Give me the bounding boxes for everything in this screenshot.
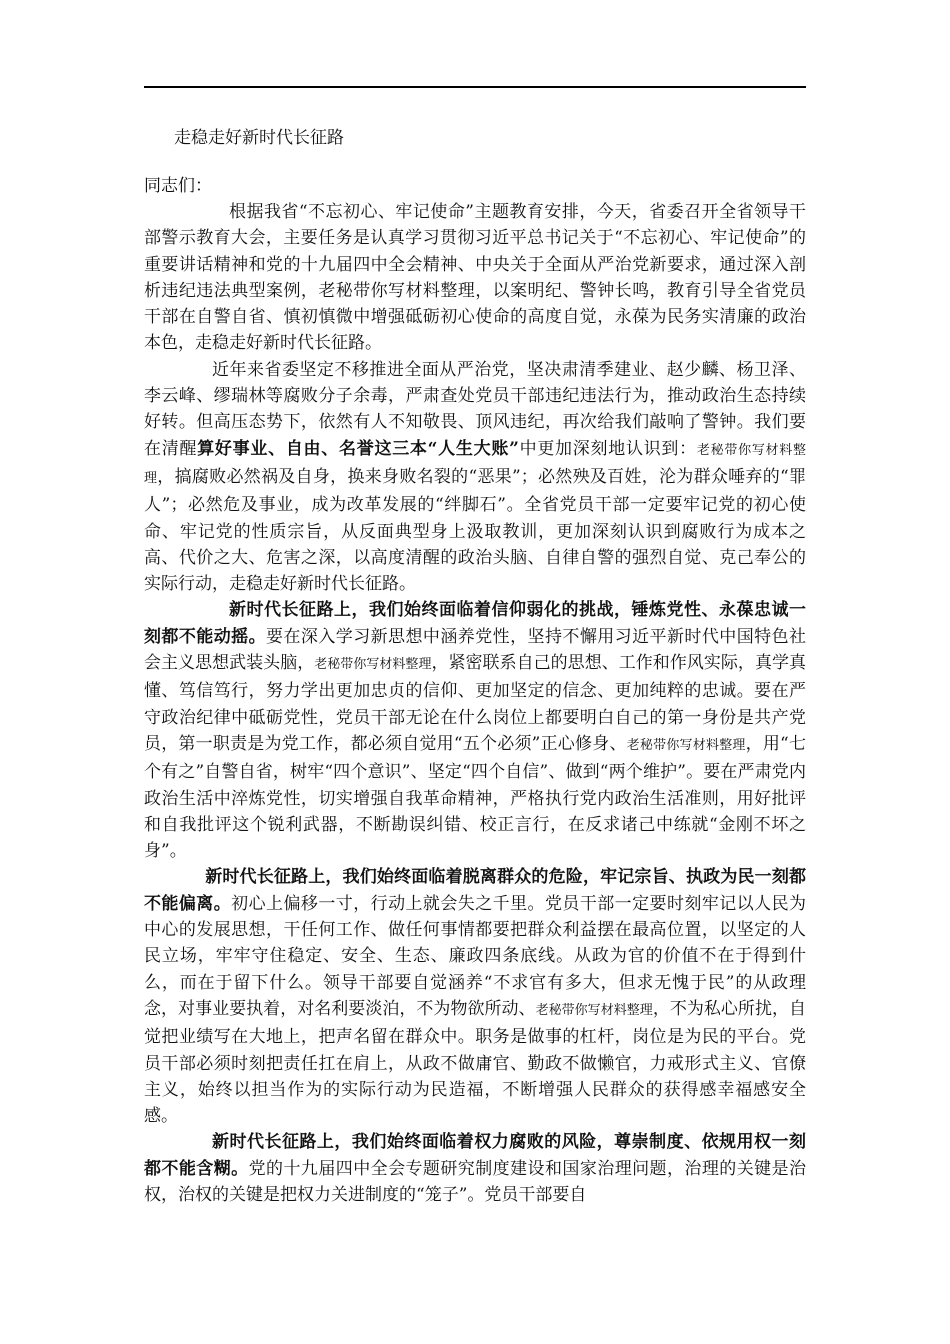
text-run: 近年来省委坚定不移推进全面从严治党，坚决肃清季建业、赵少麟、杨卫泽、李云峰、缪瑞林等腐败分子余毒，严肃查处党员干部违纪违法行为，推动政治生态持续好转。但高压态势下，依然有人不知敬畏、顶风违纪，再次给我们敲响了警钟。我们要在清醒 [144, 359, 806, 459]
paragraph-4 [144, 864, 806, 1129]
greeting: 同志们： [144, 176, 212, 196]
bold-run: 新时代长征路上，我们始终面临着权力腐败的风险，尊崇制度、依规用权一刻都不能含糊。 [144, 1132, 806, 1179]
paragraph-1 [144, 199, 806, 357]
document-body [144, 115, 806, 1208]
paragraph-3 [144, 597, 806, 864]
watermark-note: 老秘带你写材料整理 [314, 657, 432, 673]
bold-run: 新时代长征路上，我们始终面临着脱离群众的危险，牢记宗旨、执政为民一刻都不能偏离。 [144, 867, 806, 914]
text-run: ，用“七个有之”自警自省，树牢“四个意识”、坚定“四个自信”、做到“两个维护”。要在严肃党内政治生活中淬炼党性，切实增强自我革命精神，严格执行党内政治生活准则，用好批评和自我批评这个锐利武器，不断勘误纠错、校正言行，在反求诸己中练就“金刚不坏之身”。 [144, 733, 806, 862]
text-run: 党的十九届四中全会专题研究制度建设和国家治理问题，治理的关键是治权，治权的关键是把权力关进制度的“笼子”。党员干部要自 [144, 1158, 807, 1205]
bold-run: 新时代长征路上，我们始终面临着信仰弱化的挑战，锤炼党性、永葆忠诚一刻都不能动摇。 [144, 600, 806, 647]
text-run: 根据我省“不忘初心、牢记使命”主题教育安排，今天，省委召开全省领导干部警示教育大会，主要任务是认真学习贯彻习近平总书记关于“不忘初心、牢记使命”的重要讲话精神和党的十九届四中全会精神、中央关于全面从严治党新要求，通过深入剖析违纪违法典型案例，老秘带你写材料整理，以案明纪、警钟长鸣，教育引导全省党员干部在自警自省、慎初慎微中增强砥砺初心使命的高度自觉，永葆为民务实清廉的政治本色，走稳走好新时代长征路。 [144, 202, 806, 354]
watermark-note: 老秘带你写材料整理 [535, 1002, 653, 1018]
paragraph-5 [144, 1129, 806, 1208]
header-rule [144, 86, 806, 88]
text-run: ，紧密联系自己的思想、工作和作风实际，真学真懂、笃信笃行，努力学出更加忠贞的信仰、更加坚定的信念、更加纯粹的忠诚。要在严守政治纪律中砥砺党性，党员干部无论在什么岗位上都要明白自己的第一身份是共产党员，第一职责是为党工作，都必须自觉用“五个必须”正心修身、 [144, 653, 807, 754]
text-run: 中更加深刻地认识到： [518, 438, 697, 459]
watermark-note: 老秘带你写材料整理 [144, 442, 807, 486]
text-run: ，搞腐败必然祸及自身，换来身败名裂的“恶果”；必然殃及百姓，沦为群众唾弃的“罪人”；必然危及事业，成为改革发展的“绊脚石”。全省党员干部一定要牢记党的初心使命、牢记党的性质宗旨，从反面典型身上汲取教训，更加深刻认识到腐败行为成本之高、代价之大、危害之深，以高度清醒的政治头脑、自律自警的强烈自觉、克己奉公的实际行动，走稳走好新时代长征路。 [144, 466, 806, 595]
paragraph-2 [144, 357, 806, 598]
bold-run: 算好事业、自由、名誉这三本“人生大账” [197, 438, 519, 459]
document-title: 走稳走好新时代长征路 [174, 128, 344, 148]
text-run: 要在深入学习新思想中涵养党性，坚持不懈用习近平新时代中国特色社会主义思想武装头脑， [144, 626, 807, 674]
watermark-note: 老秘带你写材料整理 [626, 737, 746, 753]
text-run: ，不为私心所扰，自觉把业绩写在大地上，把声名留在群众中。职务是做事的杠杆，岗位是为民的平台。党员干部必须时刻把责任扛在肩上，从政不做庸官、勤政不做懒官，力戒形式主义、官僚主义，始终以担当作为的实际行动为民造福，不断增强人民群众的获得感幸福感安全感。 [144, 998, 807, 1127]
text-run: 初心上偏移一寸，行动上就会失之千里。党员干部一定要时刻牢记以人民为中心的发展思想，干任何工作、做任何事情都要把群众利益摆在最高位置，以坚定的人民立场，牢牢守住稳定、安全、生态、廉政四条底线。从政为官的价值不在于得到什么，而在于留下什么。领导干部要自觉涵养“不求官有多大，但求无愧于民”的从政理念，对事业要执着，对名利要淡泊，不为物欲所动、 [144, 893, 807, 1019]
